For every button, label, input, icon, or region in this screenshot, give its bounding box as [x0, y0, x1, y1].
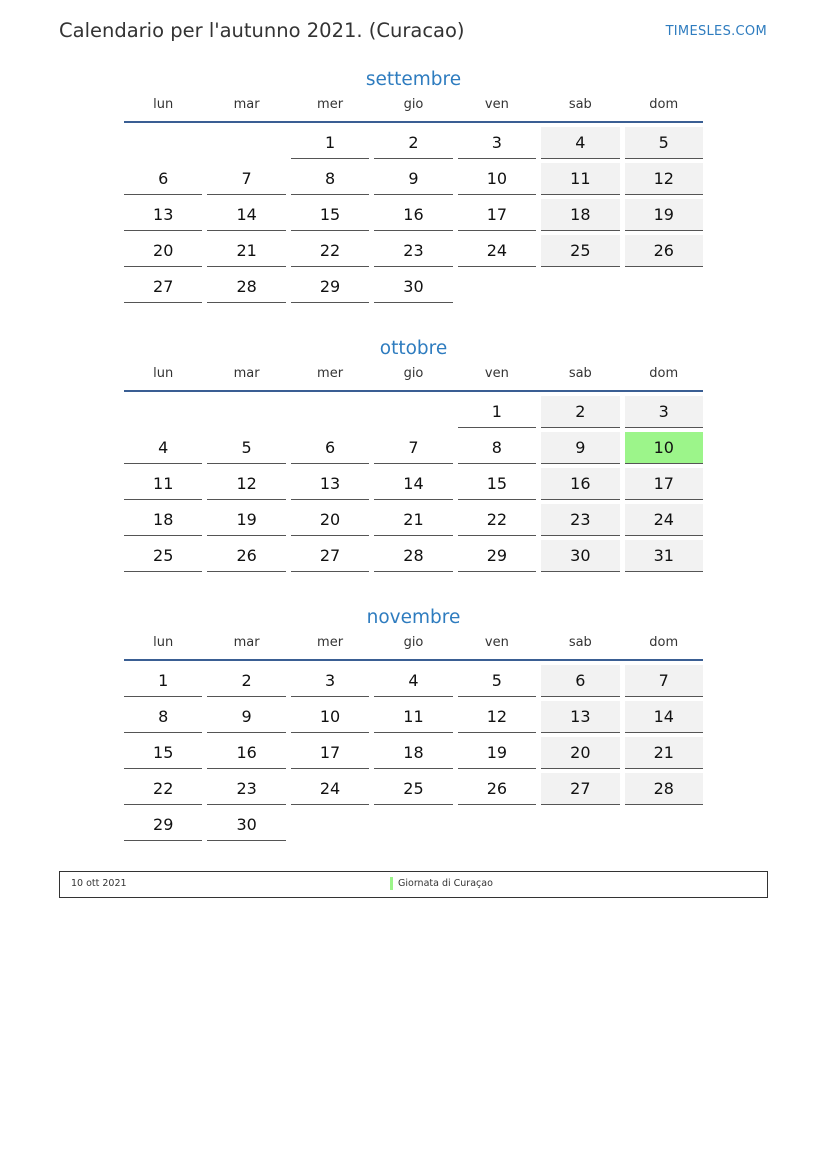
month-title: settembre — [365, 69, 462, 90]
header-divider — [124, 390, 703, 392]
weekday-header — [124, 97, 703, 121]
day-cell: 21 — [207, 235, 285, 267]
day-cell: 18 — [541, 199, 619, 231]
week-row — [124, 540, 703, 576]
day-cell: 6 — [291, 432, 369, 464]
day-cell: 8 — [458, 432, 536, 464]
header-divider — [124, 121, 703, 123]
weekday-label: gio — [403, 366, 424, 381]
day-cell: 8 — [291, 163, 369, 195]
day-cell: 30 — [207, 809, 285, 841]
day-cell: 7 — [207, 163, 285, 195]
day-cell: 4 — [541, 127, 619, 159]
month-september — [124, 67, 703, 307]
day-cell: 15 — [458, 468, 536, 500]
empty-day-cell — [291, 396, 369, 428]
day-cell: 22 — [291, 235, 369, 267]
weekday-label: mar — [233, 635, 260, 650]
day-cell: 1 — [124, 665, 202, 697]
day-cell: 17 — [291, 737, 369, 769]
day-cell: 11 — [541, 163, 619, 195]
empty-day-cell — [625, 271, 703, 303]
weekday-label: gio — [403, 97, 424, 112]
weeks-grid — [124, 665, 703, 845]
empty-day-cell — [458, 271, 536, 303]
day-cell: 25 — [124, 540, 202, 572]
weekday-label: lun — [153, 635, 174, 650]
weekday-label: lun — [153, 366, 174, 381]
week-row — [124, 504, 703, 540]
day-cell: 27 — [541, 773, 619, 805]
weeks-grid — [124, 396, 703, 576]
legend-date: 10 ott 2021 — [71, 878, 127, 889]
weekday-label: dom — [649, 97, 679, 112]
day-cell: 14 — [625, 701, 703, 733]
weekday-label: dom — [649, 635, 679, 650]
weekday-label: mer — [317, 366, 344, 381]
day-cell: 14 — [374, 468, 452, 500]
week-row — [124, 737, 703, 773]
day-cell: 5 — [458, 665, 536, 697]
day-cell: 22 — [458, 504, 536, 536]
week-row — [124, 163, 703, 199]
day-cell: 16 — [374, 199, 452, 231]
day-cell: 19 — [625, 199, 703, 231]
weekday-header — [124, 635, 703, 659]
day-cell: 16 — [207, 737, 285, 769]
day-cell: 7 — [374, 432, 452, 464]
day-cell: 12 — [625, 163, 703, 195]
week-row — [124, 271, 703, 307]
week-row — [124, 432, 703, 468]
day-cell: 24 — [291, 773, 369, 805]
weekday-label: mer — [317, 97, 344, 112]
empty-day-cell — [541, 809, 619, 841]
day-cell: 13 — [541, 701, 619, 733]
day-cell: 3 — [625, 396, 703, 428]
week-row — [124, 468, 703, 504]
day-cell: 3 — [458, 127, 536, 159]
day-cell: 25 — [541, 235, 619, 267]
day-cell: 21 — [374, 504, 452, 536]
page-title: Calendario per l'autunno 2021. (Curacao) — [59, 19, 465, 42]
day-cell: 26 — [207, 540, 285, 572]
day-cell: 11 — [124, 468, 202, 500]
week-row — [124, 665, 703, 701]
day-cell: 26 — [458, 773, 536, 805]
day-cell: 28 — [625, 773, 703, 805]
day-cell: 2 — [541, 396, 619, 428]
day-cell: 18 — [374, 737, 452, 769]
day-cell: 9 — [374, 163, 452, 195]
month-title: novembre — [366, 607, 461, 628]
day-cell: 25 — [374, 773, 452, 805]
holiday-day-cell: 10 — [625, 432, 703, 464]
weekday-label: sab — [568, 97, 592, 112]
day-cell: 13 — [291, 468, 369, 500]
empty-day-cell — [207, 396, 285, 428]
empty-day-cell — [207, 127, 285, 159]
day-cell: 5 — [625, 127, 703, 159]
month-october — [124, 336, 703, 576]
day-cell: 23 — [374, 235, 452, 267]
day-cell: 15 — [291, 199, 369, 231]
day-cell: 27 — [291, 540, 369, 572]
weekday-label: ven — [484, 97, 509, 112]
day-cell: 17 — [625, 468, 703, 500]
empty-day-cell — [625, 809, 703, 841]
weekday-label: lun — [153, 97, 174, 112]
empty-day-cell — [124, 127, 202, 159]
day-cell: 16 — [541, 468, 619, 500]
day-cell: 6 — [541, 665, 619, 697]
day-cell: 31 — [625, 540, 703, 572]
day-cell: 23 — [541, 504, 619, 536]
week-row — [124, 701, 703, 737]
day-cell: 24 — [458, 235, 536, 267]
day-cell: 29 — [291, 271, 369, 303]
day-cell: 20 — [124, 235, 202, 267]
day-cell: 20 — [291, 504, 369, 536]
day-cell: 14 — [207, 199, 285, 231]
day-cell: 10 — [291, 701, 369, 733]
day-cell: 23 — [207, 773, 285, 805]
weekday-label: sab — [568, 366, 592, 381]
weekday-label: gio — [403, 635, 424, 650]
day-cell: 4 — [374, 665, 452, 697]
month-november — [124, 605, 703, 845]
day-cell: 22 — [124, 773, 202, 805]
day-cell: 7 — [625, 665, 703, 697]
empty-day-cell — [291, 809, 369, 841]
day-cell: 30 — [374, 271, 452, 303]
day-cell: 12 — [207, 468, 285, 500]
day-cell: 26 — [625, 235, 703, 267]
day-cell: 3 — [291, 665, 369, 697]
day-cell: 2 — [374, 127, 452, 159]
day-cell: 10 — [458, 163, 536, 195]
holiday-legend — [59, 871, 768, 898]
day-cell: 4 — [124, 432, 202, 464]
day-cell: 19 — [207, 504, 285, 536]
day-cell: 1 — [458, 396, 536, 428]
legend-color-swatch — [390, 877, 393, 890]
day-cell: 1 — [291, 127, 369, 159]
week-row — [124, 235, 703, 271]
week-row — [124, 809, 703, 845]
weekday-label: mar — [233, 97, 260, 112]
day-cell: 11 — [374, 701, 452, 733]
weekday-label: ven — [484, 366, 509, 381]
day-cell: 15 — [124, 737, 202, 769]
weekday-label: mar — [233, 366, 260, 381]
empty-day-cell — [458, 809, 536, 841]
month-title: ottobre — [379, 338, 448, 359]
day-cell: 29 — [124, 809, 202, 841]
empty-day-cell — [374, 396, 452, 428]
day-cell: 18 — [124, 504, 202, 536]
day-cell: 2 — [207, 665, 285, 697]
day-cell: 12 — [458, 701, 536, 733]
empty-day-cell — [374, 809, 452, 841]
day-cell: 19 — [458, 737, 536, 769]
day-cell: 9 — [541, 432, 619, 464]
day-cell: 8 — [124, 701, 202, 733]
day-cell: 13 — [124, 199, 202, 231]
day-cell: 5 — [207, 432, 285, 464]
empty-day-cell — [541, 271, 619, 303]
weekday-label: sab — [568, 635, 592, 650]
empty-day-cell — [124, 396, 202, 428]
week-row — [124, 199, 703, 235]
day-cell: 24 — [625, 504, 703, 536]
day-cell: 6 — [124, 163, 202, 195]
week-row — [124, 127, 703, 163]
weekday-label: dom — [649, 366, 679, 381]
day-cell: 30 — [541, 540, 619, 572]
day-cell: 28 — [207, 271, 285, 303]
day-cell: 28 — [374, 540, 452, 572]
day-cell: 21 — [625, 737, 703, 769]
day-cell: 29 — [458, 540, 536, 572]
week-row — [124, 773, 703, 809]
weekday-header — [124, 366, 703, 390]
week-row — [124, 396, 703, 432]
header-divider — [124, 659, 703, 661]
day-cell: 9 — [207, 701, 285, 733]
weekday-label: mer — [317, 635, 344, 650]
weeks-grid — [124, 127, 703, 307]
legend-holiday-name: Giornata di Curaçao — [398, 878, 493, 889]
weekday-label: ven — [484, 635, 509, 650]
day-cell: 27 — [124, 271, 202, 303]
brand-link[interactable]: TIMESLES.COM — [665, 24, 767, 39]
day-cell: 20 — [541, 737, 619, 769]
day-cell: 17 — [458, 199, 536, 231]
